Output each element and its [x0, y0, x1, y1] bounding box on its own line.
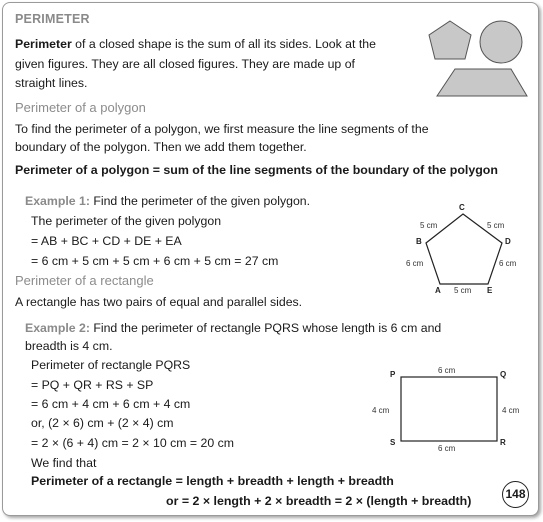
intro-line-1: Perimeter of a closed shape is the sum of all its sides. Look at the [15, 37, 376, 51]
example-2-line-4: or, (2 × 6) cm + (2 × 4) cm [31, 416, 174, 430]
side-label-left: 4 cm [372, 406, 390, 415]
intro-paragraph [15, 35, 415, 94]
vertex-label-b: B [416, 237, 422, 246]
textbook-page [2, 2, 539, 516]
example-2-prompt [25, 319, 441, 339]
example-2-label: Example 2: [25, 321, 90, 335]
example-2-question: Find the perimeter of rectangle PQRS whose length is 6 cm and [89, 321, 442, 335]
side-label-bc: 5 cm [420, 221, 438, 230]
pentagon-figure [398, 199, 538, 299]
intro-line-3: straight lines. [15, 76, 88, 90]
example-2-line-3: = 6 cm + 4 cm + 6 cm + 4 cm [31, 397, 191, 411]
example-2-line-1: Perimeter of rectangle PQRS [31, 358, 191, 372]
vertex-label-c: C [459, 203, 465, 212]
example-1-line-1: The perimeter of the given polygon [31, 214, 222, 228]
polygon-line-1: To find the perimeter of a polygon, we first measure the line segments of the [15, 122, 429, 136]
polygon-formula: Perimeter of a polygon = sum of the line segments of the boundary of the polygon [15, 163, 498, 177]
side-label-ae: 5 cm [454, 286, 472, 295]
rectangle-formula-1: Perimeter of a rectangle = length + breadth + length + breadth [31, 474, 394, 488]
vertex-label-e: E [487, 286, 493, 295]
vertex-label-p: P [390, 370, 396, 379]
polygon-section-title: Perimeter of a polygon [15, 100, 146, 115]
vertex-label-s: S [390, 438, 396, 447]
example-2-line-6: We find that [31, 456, 97, 470]
vertex-label-d: D [505, 237, 511, 246]
example-1-line-2: = AB + BC + CD + DE + EA [31, 234, 182, 248]
rectangle-figure [365, 363, 535, 455]
vertex-label-q: Q [500, 370, 507, 379]
vertex-label-a: A [435, 286, 441, 295]
example-2-line-2: = PQ + QR + RS + SP [31, 378, 154, 392]
rectangle-formula-2: or = 2 × length + 2 × breadth = 2 × (length + breadth) [166, 494, 472, 508]
example-2-line-5: = 2 × (6 + 4) cm = 2 × 10 cm = 20 cm [31, 436, 234, 450]
rectangle-section-title: Perimeter of a rectangle [15, 273, 154, 288]
intro-line-2: given figures. They are all closed figures. They are made up of [15, 56, 355, 71]
intro-term: Perimeter [15, 37, 72, 51]
example-1-prompt [25, 192, 310, 212]
example-1-line-3: = 6 cm + 5 cm + 5 cm + 6 cm + 5 cm = 27 cm [31, 254, 279, 268]
side-label-ab: 6 cm [406, 259, 424, 268]
polygon-line-2: boundary of the polygon. Then we add them together. [15, 140, 307, 154]
example-1-label: Example 1: [25, 194, 90, 208]
page-number-badge: 148 [502, 481, 529, 508]
rectangle-outline [401, 377, 497, 441]
pentagon-shape [429, 21, 471, 59]
example-1-question: Find the perimeter of the given polygon. [89, 194, 311, 208]
side-label-bottom: 6 cm [438, 444, 456, 453]
example-2-question-line-2: breadth is 4 cm. [25, 339, 113, 353]
side-label-cd: 5 cm [487, 221, 505, 230]
rectangle-line-1: A rectangle has two pairs of equal and parallel sides. [15, 295, 303, 309]
circle-shape [480, 21, 522, 63]
side-label-right: 4 cm [502, 406, 520, 415]
vertex-label-r: R [500, 438, 506, 447]
side-label-de: 6 cm [499, 259, 517, 268]
page-heading: PERIMETER [15, 12, 90, 26]
trapezium-shape [437, 69, 527, 96]
side-label-top: 6 cm [438, 366, 456, 375]
closed-figures-illustration [427, 17, 531, 99]
